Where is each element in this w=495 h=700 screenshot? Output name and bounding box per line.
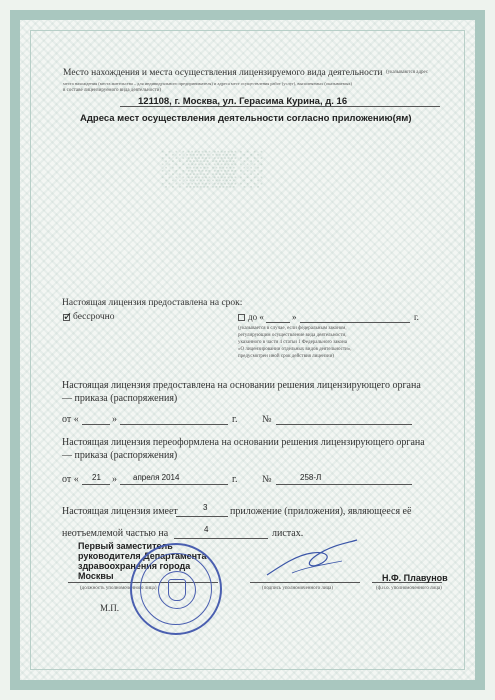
position-line-4: Москвы bbox=[78, 571, 114, 581]
watermark-pattern: ░▒▒░ bbox=[160, 150, 265, 187]
appendix-line-1-suffix: приложение (приложения), являющееся её bbox=[230, 506, 412, 517]
term-label: Настоящая лицензия предоставлена на срок: bbox=[62, 298, 243, 308]
caption-signature: (подпись уполномоченного лица) bbox=[262, 586, 334, 591]
reissue-from-label: от « bbox=[62, 474, 79, 485]
moscow-coat-of-arms-icon bbox=[168, 579, 186, 601]
address-note-2: места нахождения (места жительства – для индивидуального предпринимателя) и адреса мест осуществления работ (услуг), выполняемых (оказываемых) bbox=[63, 81, 353, 86]
signer-name: Н.Ф. Плавунов bbox=[382, 573, 448, 583]
until-label: до « bbox=[248, 312, 264, 322]
reissue-number-line bbox=[276, 484, 412, 485]
reissue-day-line bbox=[82, 484, 110, 485]
basis-number-line bbox=[276, 424, 412, 425]
reissue-close-quote: » bbox=[112, 474, 117, 485]
indefinite-label: бессрочно bbox=[73, 312, 115, 322]
term-note-4: «О лицензировании отдельных видов деятельности», bbox=[238, 347, 352, 352]
handwritten-signature bbox=[262, 535, 362, 585]
appendix-count: 3 bbox=[203, 503, 208, 512]
basis-close-quote: » bbox=[112, 414, 117, 425]
until-close-quote: » bbox=[292, 312, 297, 322]
appendix-count-line bbox=[176, 516, 228, 517]
reissue-year-suffix: г. bbox=[232, 474, 238, 485]
reissue-line-1: Настоящая лицензия переоформлена на основании решения лицензирующего органа bbox=[62, 437, 425, 448]
appendix-address-note: Адреса мест осуществления деятельности согласно приложению(ям) bbox=[80, 113, 412, 124]
until-day-line bbox=[266, 322, 290, 323]
address-note-3: в составе лицензируемого вида деятельности) bbox=[63, 88, 162, 93]
stamp-place-label: М.П. bbox=[100, 603, 120, 613]
address-value: 121108, г. Москва, ул. Герасима Курина, д. 16 bbox=[138, 96, 348, 107]
sheet-count-line bbox=[174, 538, 268, 539]
caption-name: (ф.и.о. уполномоченного лица) bbox=[376, 586, 442, 591]
reissue-month-line bbox=[120, 484, 228, 485]
reissue-day: 21 bbox=[92, 473, 101, 482]
caption-position: (должность уполномоченного лица) bbox=[80, 586, 157, 591]
position-line-2: руководителя Департамента bbox=[78, 551, 207, 561]
checkmark-icon: ✓ bbox=[63, 311, 73, 323]
term-note-1: (указывается в случае, если федеральным законом, bbox=[238, 326, 347, 331]
reissue-number-value: 258-Л bbox=[300, 473, 322, 482]
address-section-title: Место нахождения и места осуществления лицензируемого вида деятельности bbox=[63, 68, 383, 78]
basis-year-suffix: г. bbox=[232, 414, 238, 425]
appendix-line-2-suffix: листах. bbox=[272, 528, 304, 539]
until-year-suffix: г. bbox=[414, 312, 419, 322]
term-note-2: регулирующим осуществление вида деятельности, bbox=[238, 333, 347, 338]
official-seal bbox=[130, 543, 222, 635]
basis-line-1: Настоящая лицензия предоставлена на основании решения лицензирующего органа bbox=[62, 380, 421, 391]
position-line-3: здравоохранения города bbox=[78, 561, 191, 571]
appendix-line-1-prefix: Настоящая лицензия имеет bbox=[62, 506, 178, 517]
term-note-5: предусмотрен иной срок действия лицензии) bbox=[238, 354, 334, 359]
basis-number-label: № bbox=[262, 414, 272, 425]
reissue-line-2: — приказа (распоряжения) bbox=[62, 450, 178, 461]
sheet-count: 4 bbox=[204, 525, 209, 534]
basis-from-label: от « bbox=[62, 414, 79, 425]
appendix-line-2-prefix: неотъемлемой частью на bbox=[62, 528, 169, 539]
basis-line-2: — приказа (распоряжения) bbox=[62, 393, 178, 404]
position-line-1: Первый заместитель bbox=[78, 541, 173, 551]
reissue-number-label: № bbox=[262, 474, 272, 485]
term-note-3: указанного в части 4 статьи 1 Федерального закона bbox=[238, 340, 347, 345]
basis-month-line bbox=[120, 424, 228, 425]
until-checkbox[interactable] bbox=[238, 314, 245, 321]
address-note-1: (указываются адрес bbox=[386, 70, 429, 75]
basis-day-line bbox=[82, 424, 110, 425]
until-month-line bbox=[300, 322, 410, 323]
reissue-month-year: апреля 2014 bbox=[133, 473, 180, 482]
